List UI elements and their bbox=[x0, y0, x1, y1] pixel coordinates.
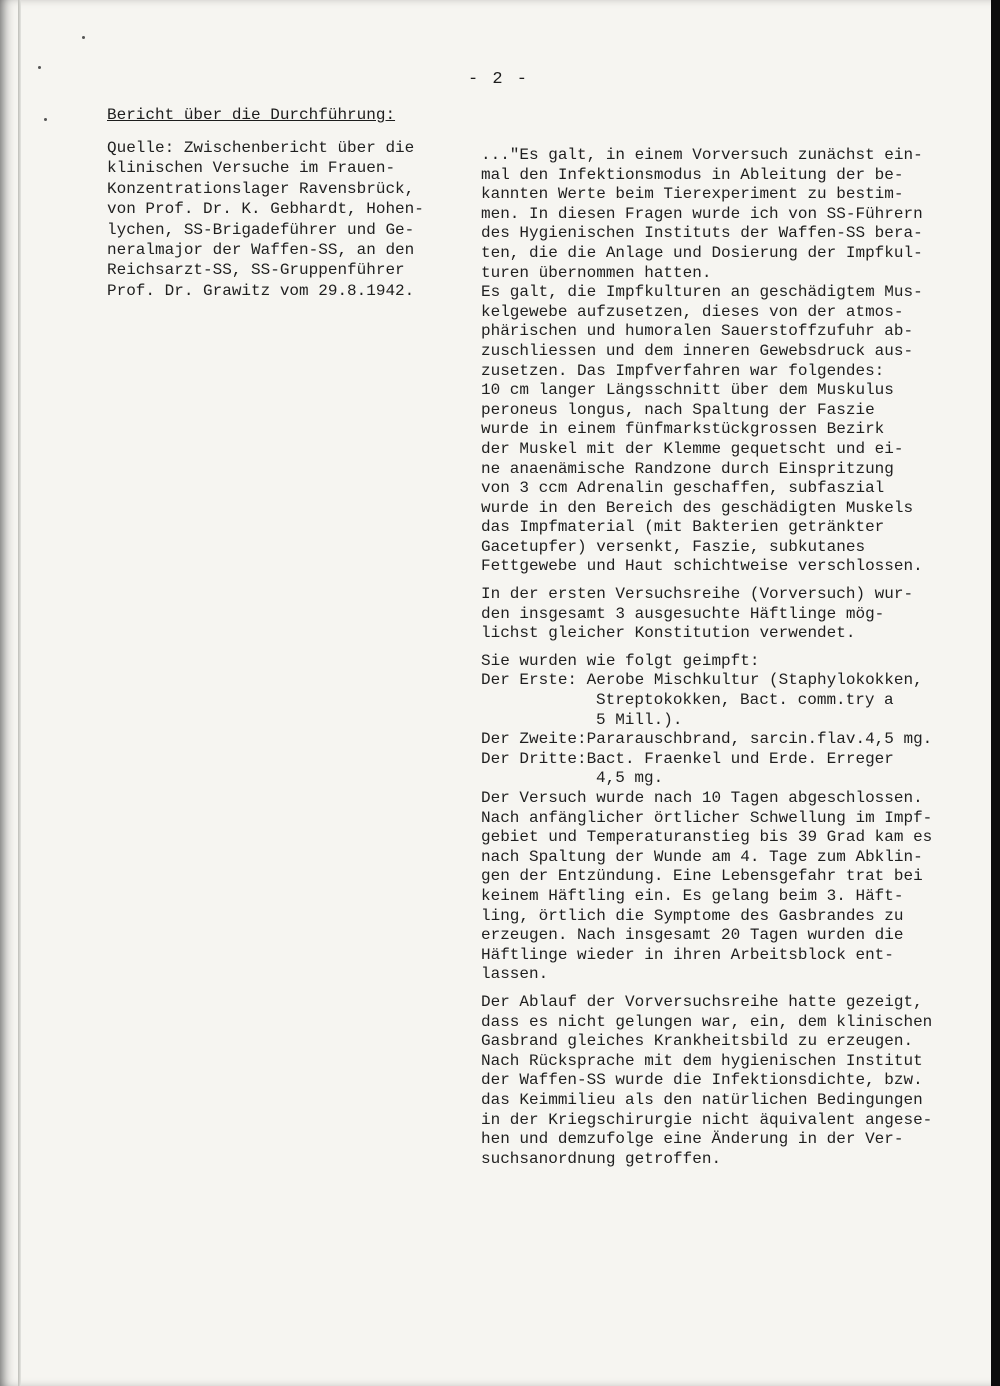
body-line: ling, örtlich die Symptome des Gasbrandes zu bbox=[481, 906, 904, 925]
page-edge-shadow bbox=[991, 0, 1000, 1386]
body-line: turen übernommen hatten. bbox=[481, 263, 712, 282]
body-line: nach Spaltung der Wunde am 4. Tage zum Abklin- bbox=[481, 847, 923, 866]
citation-line: Quelle: Zwischenbericht über die bbox=[107, 139, 415, 157]
body-line: Gacetupfer) versenkt, Faszie, subkutanes bbox=[481, 537, 866, 556]
body-line: Der Zweite:Pararauschbrand, sarcin.flav.4,5 mg. bbox=[481, 730, 933, 749]
body-line: gen der Entzündung. Eine Lebensgefahr trat bei bbox=[481, 867, 923, 886]
paragraph-procedure bbox=[481, 146, 976, 577]
citation-line: lychen, SS-Brigadeführer und Ge- bbox=[107, 220, 415, 239]
body-line: lichst gleicher Konstitution verwendet. bbox=[481, 624, 856, 643]
source-citation bbox=[107, 138, 447, 301]
body-line: Der Versuch wurde nach 10 Tagen abgeschlossen. bbox=[481, 789, 923, 807]
body-line: zusetzen. Das Impfverfahren war folgendes: bbox=[481, 361, 885, 380]
paragraph-series bbox=[481, 585, 976, 644]
body-line: in der Kriegschirurgie nicht äquivalent angese- bbox=[481, 1110, 933, 1129]
body-line: des Hygienischen Instituts der Waffen-SS bera- bbox=[481, 224, 923, 243]
paragraph-conclusion bbox=[481, 993, 976, 1169]
body-line: keinem Häftling ein. Es gelang beim 3. Häft- bbox=[481, 886, 904, 905]
body-line: Häftlinge wieder in ihren Arbeitsblock ent- bbox=[481, 945, 894, 964]
body-line: kannten Werte beim Tierexperiment zu bestim- bbox=[481, 185, 904, 204]
body-line: Der Dritte:Bact. Fraenkel und Erde. Erreger bbox=[481, 749, 894, 768]
body-line: Nach anfänglicher örtlicher Schwellung im Impf- bbox=[481, 808, 933, 827]
body-line: das Impfmaterial (mit Bakterien getränkter bbox=[481, 518, 885, 537]
body-line: erzeugen. Nach insgesamt 20 Tagen wurden die bbox=[481, 926, 904, 945]
body-line: wurde in den Bereich des geschädigten Muskels bbox=[481, 498, 914, 517]
body-line: lassen. bbox=[481, 965, 549, 984]
body-line: suchsanordnung getroffen. bbox=[481, 1149, 722, 1168]
body-line: Der Erste: Aerobe Mischkultur (Staphylokokken, bbox=[481, 671, 923, 690]
body-line: dass es nicht gelungen war, ein, dem klinischen bbox=[481, 1012, 933, 1031]
body-line: 5 Mill.). bbox=[596, 710, 683, 729]
paper-speck bbox=[44, 118, 47, 121]
body-line: Nach Rücksprache mit dem hygienischen Institut bbox=[481, 1051, 923, 1070]
section-heading: Bericht über die Durchführung: bbox=[107, 106, 396, 124]
body-line: Der Ablauf der Vorversuchsreihe hatte gezeigt, bbox=[481, 992, 923, 1011]
body-line: 4,5 mg. bbox=[596, 769, 664, 788]
body-line: 10 cm langer Längsschnitt über dem Muskulus bbox=[481, 381, 894, 400]
binding-fold bbox=[18, 0, 21, 1386]
citation-line: von Prof. Dr. K. Gebhardt, Hohen- bbox=[107, 200, 424, 219]
body-line: ..."Es galt, in einem Vorversuch zunächst ein- bbox=[481, 146, 923, 164]
body-line: der Muskel mit der Klemme gequetscht und ei- bbox=[481, 439, 904, 458]
body-line: ne anaenämische Randzone durch Einspritzung bbox=[481, 459, 894, 478]
body-line: Es galt, die Impfkulturen an geschädigtem Mus- bbox=[481, 283, 923, 302]
body-line: peroneus longus, nach Spaltung der Faszie bbox=[481, 400, 875, 419]
body-line: Fettgewebe und Haut schichtweise verschlossen. bbox=[481, 557, 923, 576]
citation-line: Konzentrationslager Ravensbrück, bbox=[107, 179, 415, 198]
body-line: Sie wurden wie folgt geimpft: bbox=[481, 651, 760, 670]
body-line: men. In diesen Fragen wurde ich von SS-Führern bbox=[481, 204, 923, 223]
body-line: der Waffen-SS wurde die Infektionsdichte, bzw. bbox=[481, 1071, 923, 1090]
body-line: In der ersten Versuchsreihe (Vorversuch) wur- bbox=[481, 585, 914, 604]
body-line: phärischen und humoralen Sauerstoffzufuhr ab- bbox=[481, 322, 914, 341]
body-line: von 3 ccm Adrenalin geschaffen, subfaszial bbox=[481, 479, 885, 498]
paragraph-inoculation bbox=[481, 652, 976, 985]
paper-speck bbox=[38, 66, 41, 69]
body-line: gebiet und Temperaturanstieg bis 39 Grad kam es bbox=[481, 828, 933, 847]
paper-speck bbox=[82, 36, 85, 39]
page-number: - 2 - bbox=[468, 70, 530, 89]
body-line: kelgewebe aufzusetzen, dieses von der atmos- bbox=[481, 302, 904, 321]
body-line: den insgesamt 3 ausgesuchte Häftlinge mög- bbox=[481, 604, 885, 623]
body-line: das Keimmilieu als den natürlichen Bedingungen bbox=[481, 1090, 923, 1109]
body-line: wurde in einem fünfmarkstückgrossen Bezirk bbox=[481, 420, 885, 439]
citation-line: Reichsarzt-SS, SS-Gruppenführer bbox=[107, 261, 405, 280]
body-line: hen und demzufolge eine Änderung in der Ver- bbox=[481, 1130, 904, 1149]
body-line: zuschliessen und dem inneren Gewebsdruck aus- bbox=[481, 341, 914, 360]
citation-line: Prof. Dr. Grawitz vom 29.8.1942. bbox=[107, 281, 415, 300]
body-line: mal den Infektionsmodus in Ableitung der be- bbox=[481, 165, 904, 184]
body-line: Gasbrand gleiches Krankheitsbild zu erzeugen. bbox=[481, 1032, 914, 1051]
body-line: Streptokokken, Bact. comm.try a bbox=[596, 691, 894, 710]
citation-line: neralmajor der Waffen-SS, an den bbox=[107, 240, 415, 259]
citation-line: klinischen Versuche im Frauen- bbox=[107, 159, 396, 178]
report-body bbox=[481, 146, 976, 1169]
body-line: ten, die die Anlage und Dosierung der Impfkul- bbox=[481, 243, 923, 262]
